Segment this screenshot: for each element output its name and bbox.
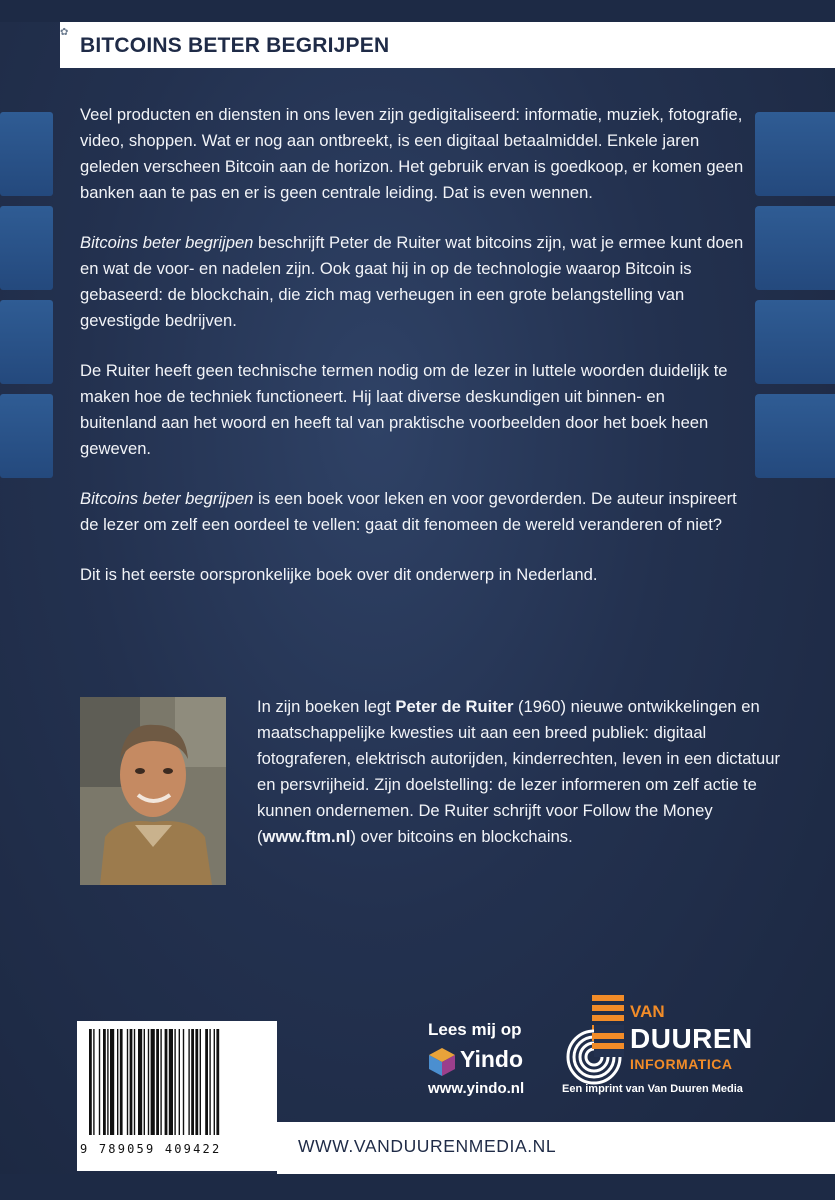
decor-tile-right-2	[755, 206, 835, 290]
blurb-paragraph-2	[80, 230, 745, 334]
publisher-van: VAN	[630, 1002, 665, 1021]
blurb-paragraph-3: De Ruiter heeft geen technische termen nodig om de lezer in luttele woorden duidelijk te maken hoe de techniek functioneert. Hij laat diverse deskundigen uit binnen- en buitenland aan het woord en heeft tal van praktische voorbeelden door het boek heen geweven.	[80, 361, 728, 458]
blurb-text	[80, 102, 745, 612]
blurb-paragraph-1: Veel producten en diensten in ons leven zijn gedigitaliseerd: informatie, muziek, fotografie, video, shoppen. Wat er nog aan ontbreekt, is een digitaal betaalmiddel. Enkele jaren geleden verscheen Bitcoin aan de horizon. Het gebruik ervan is goedkoop, er komen geen banken aan te pas en er is geen centrale leiding. Dat is even wennen.	[80, 105, 744, 202]
ftm-link[interactable]: www.ftm.nl	[262, 827, 351, 846]
leaf-icon: ✿	[60, 27, 69, 38]
author-bio	[257, 694, 802, 850]
decor-tile-right-3	[755, 300, 835, 384]
publisher-informatica: INFORMATICA	[630, 1056, 733, 1072]
author-name: Peter de Ruiter	[395, 697, 514, 716]
decor-tile-left-4	[0, 394, 53, 478]
bottom-edge	[0, 1174, 835, 1200]
decor-tile-left-2	[0, 206, 53, 290]
author-photo	[80, 697, 226, 885]
top-edge	[0, 0, 835, 22]
yindo-url[interactable]: www.yindo.nl	[428, 1080, 525, 1097]
publisher-tagline: Een imprint van Van Duuren Media	[562, 1083, 743, 1095]
publisher-duuren: DUUREN	[630, 1023, 753, 1054]
book-title-italic: Bitcoins beter begrijpen	[80, 489, 254, 508]
bio-text-1: In zijn boeken legt	[257, 697, 396, 716]
blurb-paragraph-4-text: is een boek voor leken en voor gevorderden. De auteur inspireert de lezer om zelf een oordeel te vellen: gaat dit fenomeen de wereld veranderen of niet?	[80, 489, 737, 534]
yindo-read-label: Lees mij op	[428, 1020, 522, 1039]
decor-tile-right-4	[755, 394, 835, 478]
yindo-logo-icon	[428, 1047, 456, 1077]
book-title-italic: Bitcoins beter begrijpen	[80, 233, 254, 252]
blurb-paragraph-4	[80, 486, 745, 538]
decor-tile-right-1	[755, 112, 835, 196]
blurb-paragraph-2-text: beschrijft Peter de Ruiter wat bitcoins zijn, wat je ermee kunt doen en wat de voor- en nadelen zijn. Ook gaat hij in op de technologie waarop Bitcoin is gebaseerd: de blockchain, die zich mag verheugen in een grote belangstelling van gevestigde bedrijven.	[80, 233, 744, 330]
yindo-brand: Yindo	[460, 1046, 524, 1072]
title-bar	[60, 22, 835, 68]
bio-text-2: (1960) nieuwe ontwikkelingen en maatschappelijke kwesties uit aan een breed publiek: digitaal fotograferen, elektrisch autorijden, kinderrechten, leven in een dictatuur en persvrijheid. Zijn doelstelling: de lezer informeren om zelf actie te kunnen ondernemen. De Ruiter schrijft voor Follow the Money (	[257, 697, 781, 846]
blurb-paragraph-5: Dit is het eerste oorspronkelijke boek over dit onderwerp in Nederland.	[80, 565, 598, 584]
barcode-bars	[85, 1029, 269, 1139]
publisher-website[interactable]: WWW.VANDUURENMEDIA.NL	[298, 1136, 557, 1156]
van-duuren-logo-icon	[560, 995, 630, 1085]
decor-tile-left-3	[0, 300, 53, 384]
decor-tile-left-1	[0, 112, 53, 196]
bio-text-3: ) over bitcoins en blockchains.	[350, 827, 573, 846]
book-title: BITCOINS BETER BEGRIJPEN	[80, 34, 390, 57]
isbn-digits: 9 789059 409422	[80, 1142, 222, 1156]
